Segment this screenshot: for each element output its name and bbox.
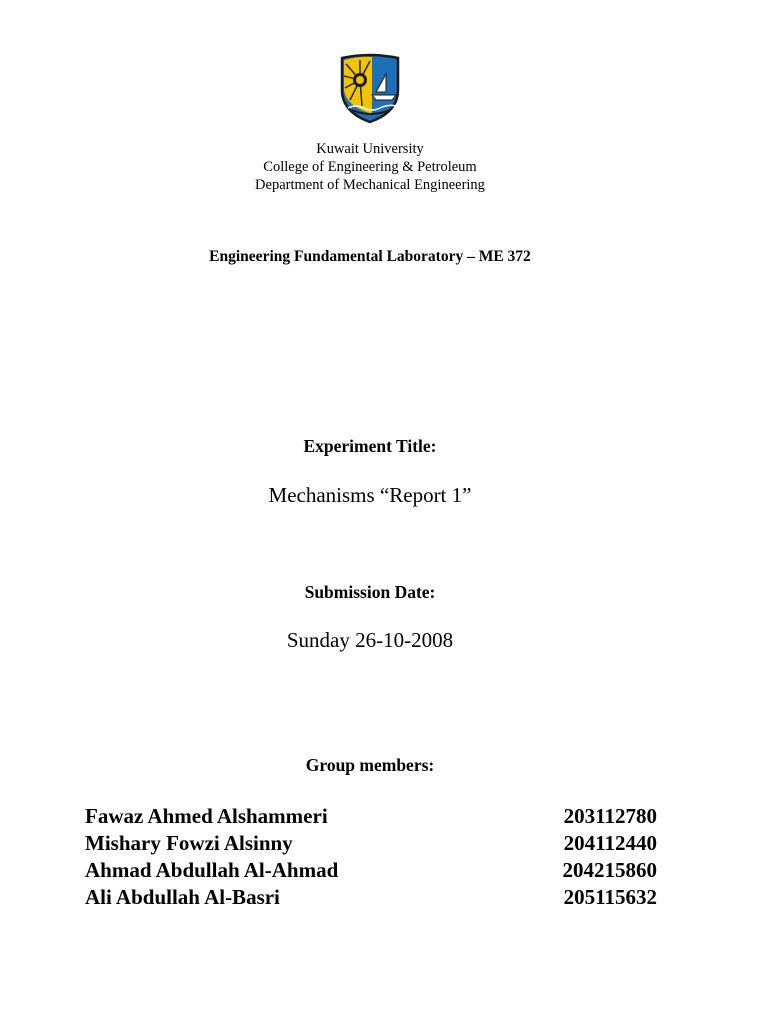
submission-date-value: Sunday 26-10-2008 [286, 628, 454, 652]
member-row [85, 857, 657, 883]
member-id: 203112780 [563, 804, 657, 828]
member-name: Ali Abdullah Al-Basri [85, 885, 280, 909]
member-id: 204215860 [562, 858, 657, 882]
department-name: Department of Mechanical Engineering [255, 177, 485, 193]
member-name: Mishary Fowzi Alsinny [85, 831, 293, 855]
experiment-title-label: Experiment Title: [303, 436, 437, 456]
submission-date-label: Submission Date: [304, 582, 436, 602]
college-name: College of Engineering & Petroleum [263, 159, 477, 175]
university-logo [338, 52, 402, 124]
member-name: Fawaz Ahmed Alshammeri [85, 804, 328, 828]
member-id: 204112440 [563, 831, 657, 855]
group-members-label: Group members: [305, 755, 435, 775]
course-title: Engineering Fundamental Laboratory – ME 372 [209, 248, 531, 265]
member-id: 205115632 [563, 885, 657, 909]
university-name: Kuwait University [316, 141, 424, 157]
member-row [85, 884, 657, 910]
member-name: Ahmad Abdullah Al-Ahmad [85, 858, 339, 882]
member-row [85, 803, 657, 829]
member-row [85, 830, 657, 856]
experiment-title-value: Mechanisms “Report 1” [268, 483, 472, 507]
